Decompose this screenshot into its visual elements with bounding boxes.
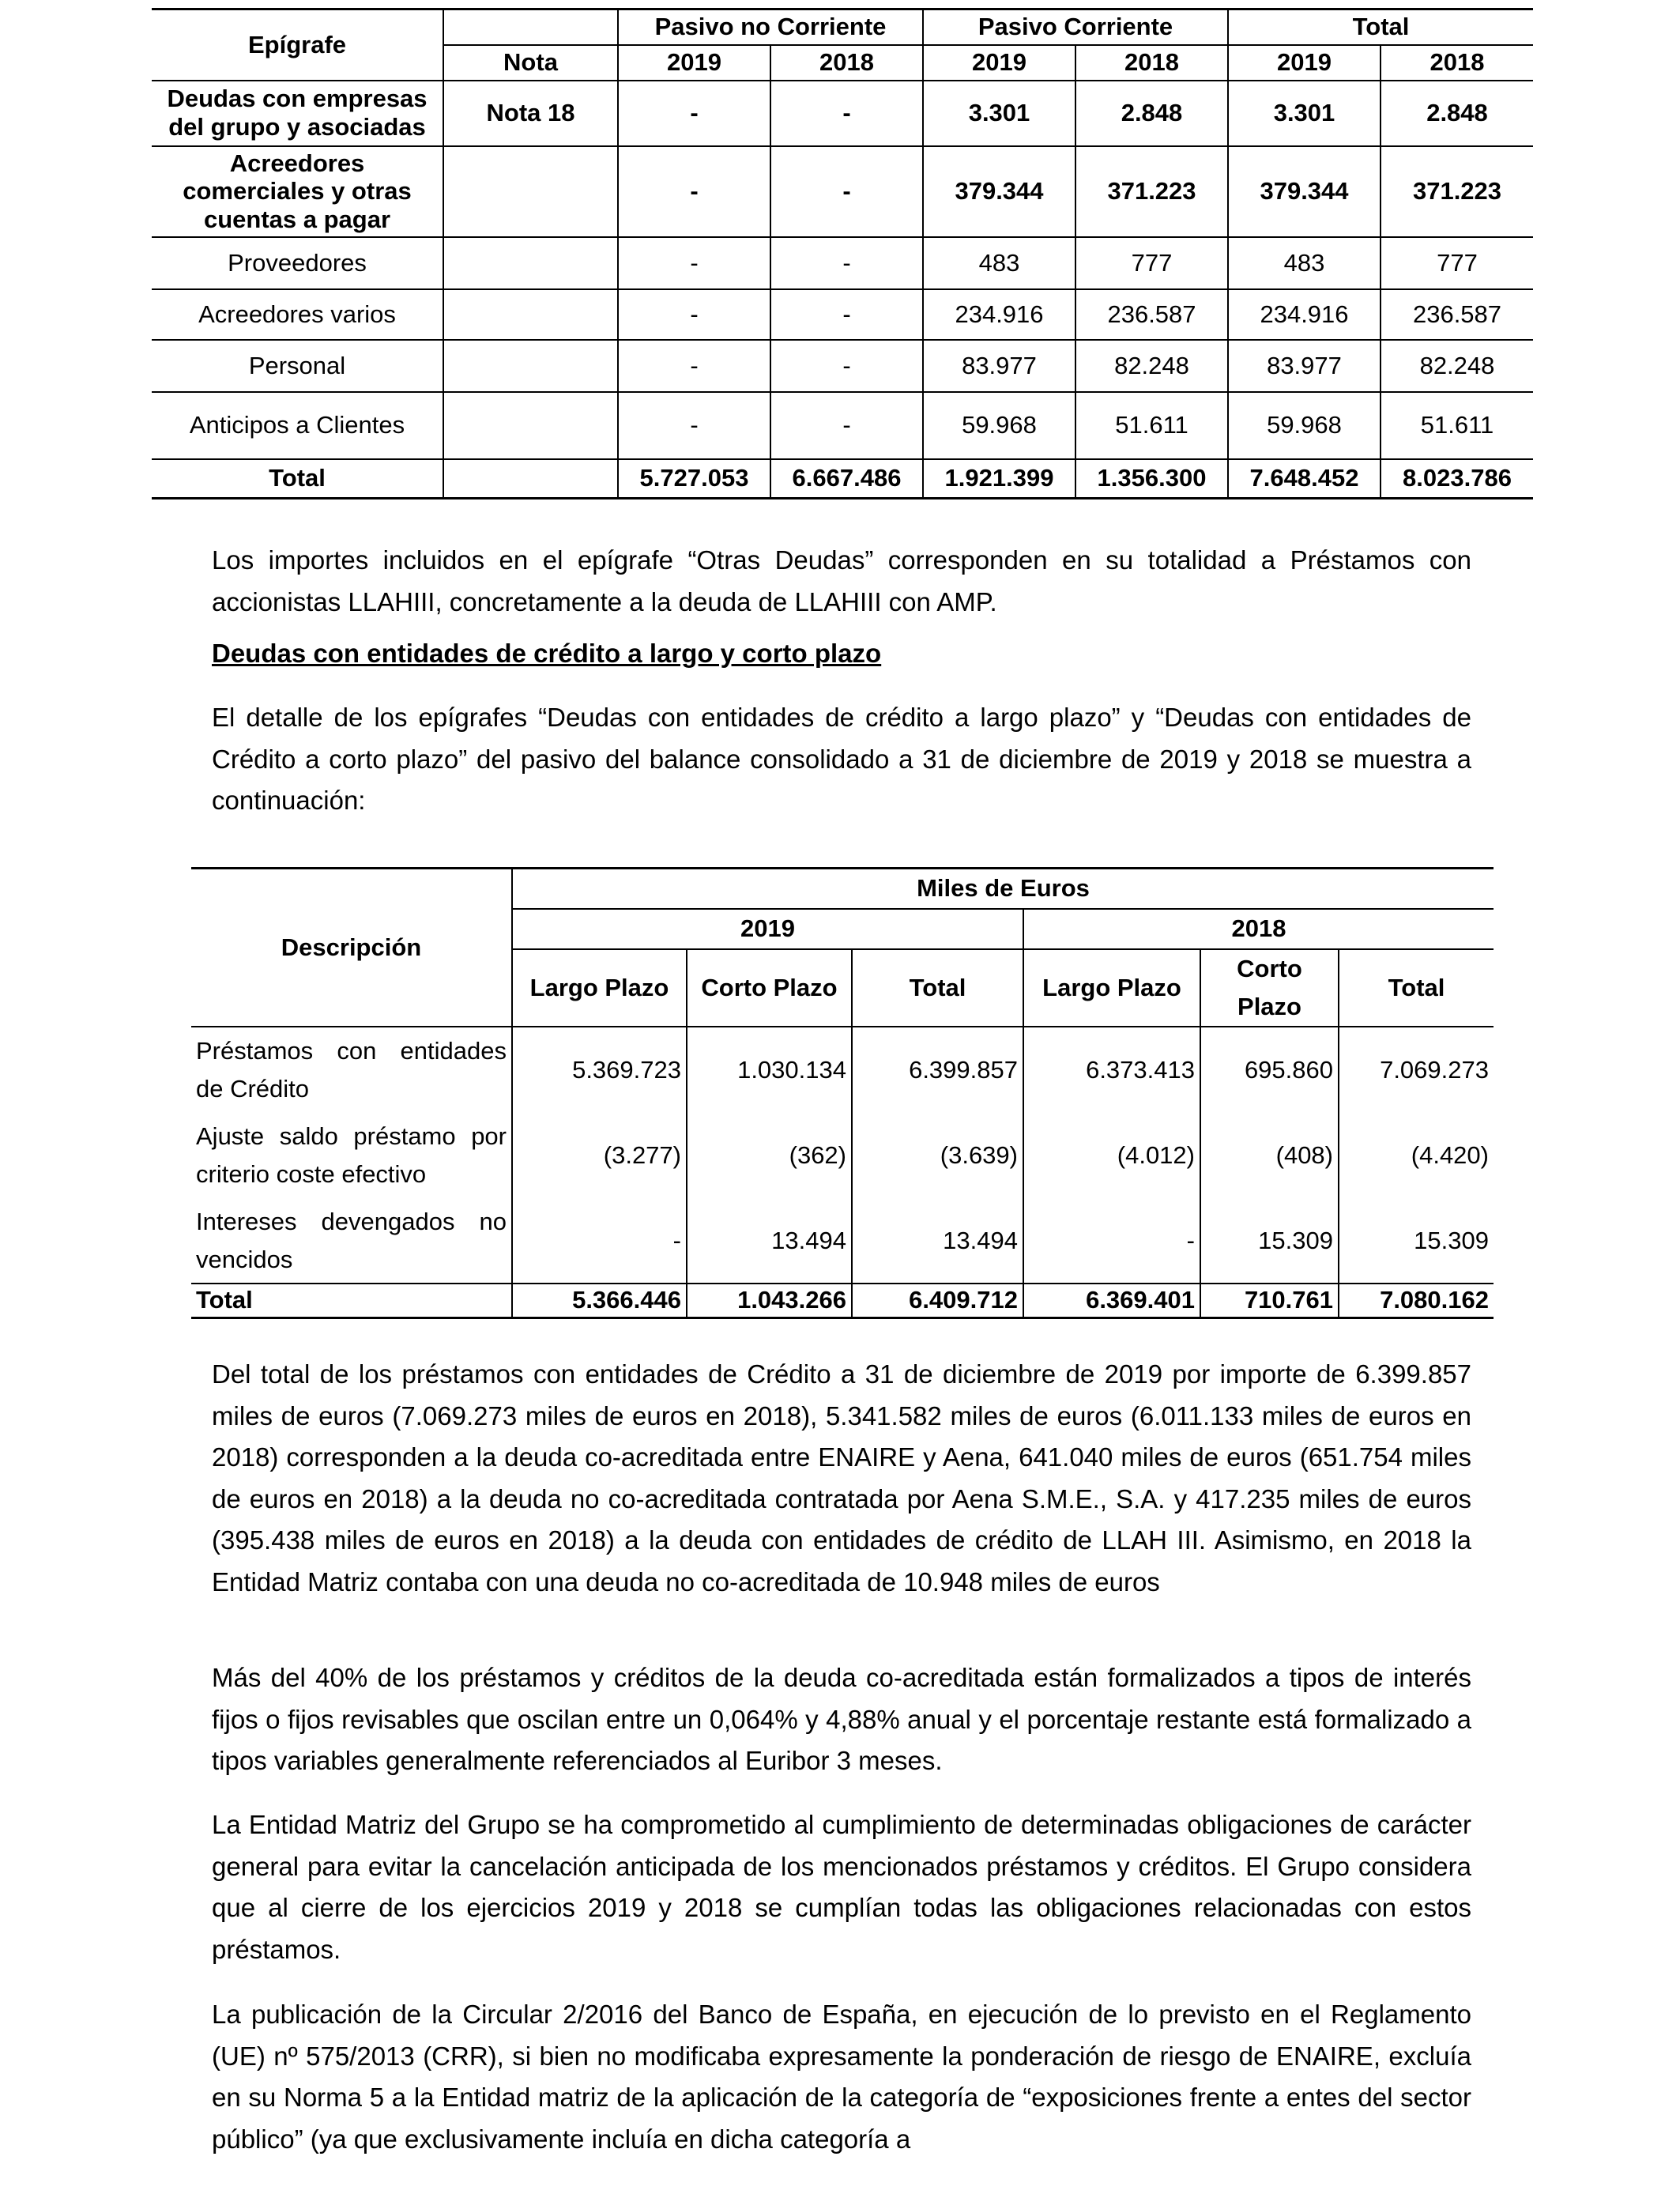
cell: 483 — [923, 237, 1075, 289]
header-total: Total — [1228, 9, 1533, 45]
header-col: Total — [852, 949, 1023, 1027]
cell: - — [770, 392, 923, 459]
cell: 379.344 — [1228, 146, 1381, 237]
cell: 371.223 — [1075, 146, 1228, 237]
cell: 236.587 — [1381, 289, 1533, 340]
header-year-2018: 2018 — [1023, 909, 1494, 949]
table-row — [152, 289, 1533, 340]
header-year: 2018 — [1075, 45, 1228, 81]
header-epigrafe: Epígrafe — [152, 9, 443, 81]
row-label: Anticipos a Clientes — [152, 392, 443, 459]
table-row — [152, 81, 1533, 146]
header-blank — [443, 9, 618, 45]
row-description-line: vencidos — [196, 1245, 293, 1273]
cell: 15.309 — [1200, 1199, 1339, 1284]
cell: 5.366.446 — [512, 1284, 687, 1318]
row-label: Deudas con empresas del grupo y asociadas — [152, 81, 443, 146]
header-descripcion: Descripción — [191, 869, 512, 1027]
cell: - — [618, 392, 770, 459]
paragraph-detalle: El detalle de los epígrafes “Deudas con entidades de crédito a largo plazo” y “Deudas con entidades de Crédito a corto plazo” del pasivo del balance consolidado a 31 de diciembre de 2019 y 2018 se muestra a continuación: — [212, 703, 1471, 815]
cell: 6.409.712 — [852, 1284, 1023, 1318]
cell: - — [770, 289, 923, 340]
row-description: Total — [191, 1284, 512, 1318]
header-year: 2018 — [1381, 45, 1533, 81]
header-col: Total — [1339, 949, 1494, 1027]
cell: 695.860 — [1200, 1027, 1339, 1113]
cell: 15.309 — [1339, 1199, 1494, 1284]
header-year: 2019 — [618, 45, 770, 81]
cell: 51.611 — [1381, 392, 1533, 459]
row-description-line: Préstamos con entidades — [196, 1036, 507, 1065]
header-pasivo-corriente: Pasivo Corriente — [923, 9, 1228, 45]
cell: - — [1023, 1199, 1200, 1284]
cell: (4.012) — [1023, 1113, 1200, 1199]
cell: 13.494 — [687, 1199, 852, 1284]
cell: - — [618, 340, 770, 392]
header-col: Corto Plazo — [1200, 949, 1339, 1027]
cell: 59.968 — [923, 392, 1075, 459]
cell: 59.968 — [1228, 392, 1381, 459]
table-row — [152, 340, 1533, 392]
row-label: Proveedores — [152, 237, 443, 289]
cell: 1.921.399 — [923, 459, 1075, 499]
header-miles-de-euros: Miles de Euros — [512, 869, 1494, 909]
row-nota — [443, 237, 618, 289]
cell: - — [618, 146, 770, 237]
cell: 483 — [1228, 237, 1381, 289]
table-row-total — [152, 459, 1533, 499]
row-description — [191, 1113, 512, 1199]
paragraph-otras-deudas: Los importes incluidos en el epígrafe “Otras Deudas” corresponden en su totalidad a Préstamos con accionistas LLAHIII, concretamente a la deuda de LLAHIII con AMP. — [212, 545, 1471, 616]
header-col: Largo Plazo — [512, 949, 687, 1027]
cell: 1.030.134 — [687, 1027, 852, 1113]
row-nota — [443, 459, 618, 499]
cell: 371.223 — [1381, 146, 1533, 237]
row-label: Personal — [152, 340, 443, 392]
row-nota: Nota 18 — [443, 81, 618, 146]
header-pasivo-no-corriente: Pasivo no Corriente — [618, 9, 923, 45]
table-row — [191, 1113, 1494, 1199]
table-row — [152, 237, 1533, 289]
row-nota — [443, 392, 618, 459]
row-label: Total — [152, 459, 443, 499]
cell: 5.369.723 — [512, 1027, 687, 1113]
cell: - — [618, 289, 770, 340]
cell: 777 — [1075, 237, 1228, 289]
paragraph-obligaciones: La Entidad Matriz del Grupo se ha comprometido al cumplimiento de determinadas obligaciones de carácter general para evitar la cancelación anticipada de los mencionados préstamos y créditos. El Grupo considera que al cierre de los ejercicios 2019 y 2018 se cumplían todas las obligaciones relacionadas con estos préstamos. — [212, 1810, 1471, 1964]
cell: 234.916 — [923, 289, 1075, 340]
cell: 710.761 — [1200, 1284, 1339, 1318]
cell: - — [770, 340, 923, 392]
credit-debt-table — [191, 867, 1494, 1319]
row-nota — [443, 289, 618, 340]
cell: 7.648.452 — [1228, 459, 1381, 499]
cell: (4.420) — [1339, 1113, 1494, 1199]
table-row — [152, 392, 1533, 459]
cell: 1.043.266 — [687, 1284, 852, 1318]
row-nota — [443, 340, 618, 392]
cell: 236.587 — [1075, 289, 1228, 340]
header-col: Corto Plazo — [687, 949, 852, 1027]
cell: 6.667.486 — [770, 459, 923, 499]
row-description — [191, 1027, 512, 1113]
row-description-line: Intereses devengados no — [196, 1207, 507, 1235]
cell: 13.494 — [852, 1199, 1023, 1284]
cell: 3.301 — [1228, 81, 1381, 146]
header-year: 2019 — [923, 45, 1075, 81]
cell: 234.916 — [1228, 289, 1381, 340]
cell: 51.611 — [1075, 392, 1228, 459]
cell: - — [618, 81, 770, 146]
cell: 83.977 — [923, 340, 1075, 392]
cell: (408) — [1200, 1113, 1339, 1199]
row-description-line: Ajuste saldo préstamo por — [196, 1122, 507, 1150]
row-label: Acreedores comerciales y otras cuentas a pagar — [152, 146, 443, 237]
header-year: 2019 — [1228, 45, 1381, 81]
cell: - — [770, 146, 923, 237]
cell: (3.277) — [512, 1113, 687, 1199]
paragraph-prestamos-total: Del total de los préstamos con entidades de Crédito a 31 de diciembre de 2019 por importe de 6.399.857 miles de euros (7.069.273 miles de euros en 2018), 5.341.582 miles de euros (6.011.133 miles de euros en 2018) corresponden a la deuda co-acreditada entre ENAIRE y Aena, 641.040 miles de euros (651.754 miles de euros en 2018) a la deuda no co-acreditada contratada por Aena S.M.E., S.A. y 417.235 miles de euros (395.438 miles de euros en 2018) a la deuda con entidades de crédito de LLAH III. Asimismo, en 2018 la Entidad Matriz contaba con una deuda no co-acreditada de 10.948 miles de euros — [212, 1359, 1471, 1596]
cell: (3.639) — [852, 1113, 1023, 1199]
header-year: 2018 — [770, 45, 923, 81]
row-label: Acreedores varios — [152, 289, 443, 340]
cell: 82.248 — [1381, 340, 1533, 392]
cell: 2.848 — [1381, 81, 1533, 146]
cell: 2.848 — [1075, 81, 1228, 146]
cell: 379.344 — [923, 146, 1075, 237]
table-row — [152, 146, 1533, 237]
table-row — [191, 1027, 1494, 1113]
cell: 1.356.300 — [1075, 459, 1228, 499]
liabilities-table — [152, 8, 1533, 499]
cell: 8.023.786 — [1381, 459, 1533, 499]
cell: 5.727.053 — [618, 459, 770, 499]
cell: - — [770, 237, 923, 289]
table-row — [191, 1199, 1494, 1284]
paragraph-tipos-interes: Más del 40% de los préstamos y créditos de la deuda co-acreditada están formalizados a tipos de interés fijos o fijos revisables que oscilan entre un 0,064% y 4,88% anual y el porcentaje restante está formalizado a tipos variables generalmente referenciados al Euribor 3 meses. — [212, 1663, 1471, 1775]
cell: 7.080.162 — [1339, 1284, 1494, 1318]
cell: (362) — [687, 1113, 852, 1199]
cell: - — [770, 81, 923, 146]
header-nota: Nota — [443, 45, 618, 81]
cell: - — [618, 237, 770, 289]
cell: 777 — [1381, 237, 1533, 289]
paragraph-circular: La publicación de la Circular 2/2016 del Banco de España, en ejecución de lo previsto en el Reglamento (UE) nº 575/2013 (CRR), si bien no modificaba expresamente la ponderación de riesgo de ENAIRE, excluía en su Norma 5 a la Entidad matriz de la aplicación de la categoría de “exposiciones frente a entes del sector público” (ya que exclusivamente incluía en dicha categoría a — [212, 2000, 1471, 2154]
cell: 6.369.401 — [1023, 1284, 1200, 1318]
cell: 7.069.273 — [1339, 1027, 1494, 1113]
cell: 83.977 — [1228, 340, 1381, 392]
header-col: Largo Plazo — [1023, 949, 1200, 1027]
row-description-line: de Crédito — [196, 1074, 310, 1103]
header-year-2019: 2019 — [512, 909, 1023, 949]
row-description-line: criterio coste efectivo — [196, 1160, 427, 1188]
cell: - — [512, 1199, 687, 1284]
section-heading: Deudas con entidades de crédito a largo y corto plazo — [212, 639, 882, 668]
cell: 6.373.413 — [1023, 1027, 1200, 1113]
cell: 82.248 — [1075, 340, 1228, 392]
table-row-total — [191, 1284, 1494, 1318]
row-description — [191, 1199, 512, 1284]
cell: 3.301 — [923, 81, 1075, 146]
row-nota — [443, 146, 618, 237]
cell: 6.399.857 — [852, 1027, 1023, 1113]
